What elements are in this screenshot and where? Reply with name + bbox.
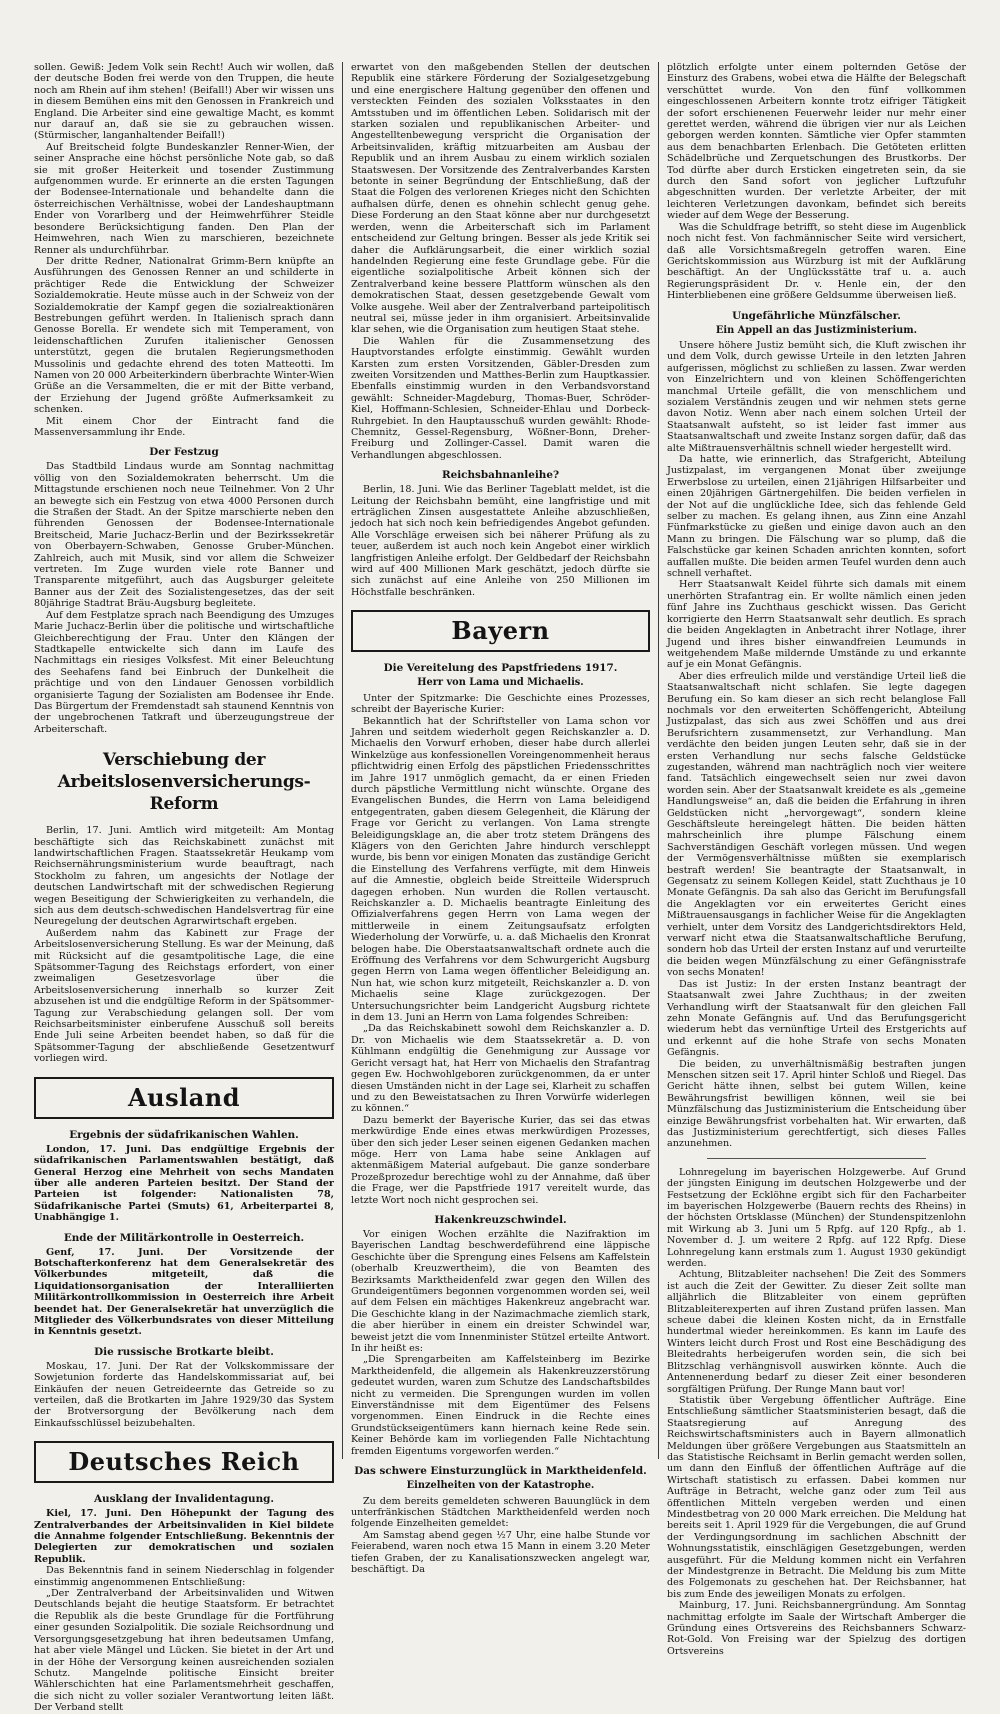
article-text: Am Samstag abend gegen ½7 Uhr, eine halbe Stunde vor Feierabend, waren noch etwa 15 Mann in einem 3.20 Meter tiefen Graben, der zu Kanalisationszwecken angelegt war, beschäftigt. Da xyxy=(351,1529,650,1575)
article-text: Berlin, 17. Juni. Amtlich wird mitgeteilt: Am Montag beschäftigte sich das Reichskabinett zunächst mit landwirtschaftlichen Fragen. Staatssekretär Heukamp vom Reichsernährungsministerium wurde beauftragt, nach Stockholm zu fahren, um angesichts der Notlage der deutschen Landwirtschaft mit der schwedischen Regierung wegen Beseitigung der Schwierigkeiten zu verhandeln, die sich aus dem deutsch-schwedischen Handelsvertrag für eine Neuregelung der deutschen Agrarwirtschaft ergeben. xyxy=(34,825,334,928)
section-heading: Die Vereitelung des Papstfriedens 1917. xyxy=(383,662,618,675)
article-text: Was die Schuldfrage betrifft, so steht diese im Augenblick noch nicht fest. Von fachmännischer Seite wird versichert, daß alle Vorsichtsmaßregeln getroffen waren. Eine Gerichtskommission aus Würzburg ist mit der Aufklärung beschäftigt. An der Unglücksstätte traf u. a. auch Regierungspräsident Dr. v. Henle ein, der den Hinterbliebenen eine größere Geldsumme überweisen ließ. xyxy=(667,221,966,302)
article-text: Dazu bemerkt der Bayerische Kurier, das sei das etwas merkwürdige Ende eines etwas merkwürdigen Prozesses, über den sich jeder Leser seinen eigenen Gedanken machen möge. Herr von Lama habe seine Anklagen auf aktenmäßigem Material aufgebaut. Die ganze sonderbare Prozeßprozedur berechtige wohl zu der Annahme, daß über die Frage, wer die Papstfriede 1917 vereitelt wurde, das letzte Wort noch nicht gesprochen sei. xyxy=(351,1114,650,1206)
section-heading: Der Festzug xyxy=(149,446,219,459)
divider xyxy=(707,1158,926,1159)
section-title: Deutsches Reich xyxy=(68,1447,300,1477)
section-subheading: Herr von Lama und Michaelis. xyxy=(417,677,584,689)
section-heading: Das schwere Einsturzunglück in Marktheidenfeld. xyxy=(354,1465,647,1478)
article-text: Außerdem nahm das Kabinett zur Frage der Arbeitslosenversicherung Stellung. Es war der Meinung, daß mit Rücksicht auf die gesamtpolitische Lage, die eine Spätsommer-Tagung des Reichstags erfordert, von einer zweimaligen Gesetzesvorlage über die Arbeitslosenversicherung innerhalb so kurzer Zeit abzusehen ist und die endgültige Reform in der Spätsommer-Tagung zur Verabschiedung gelangen soll. Der vom Reichsarbeitsminister einberufene Ausschuß soll bereits Ende Juli seine Arbeiten beendet haben, so daß für die Spätsommer-Tagung der abschließende Gesetzentwurf vorliegen wird. xyxy=(34,927,334,1065)
section-heading: Ausklang der Invalidentagung. xyxy=(93,1493,275,1506)
article-text: Unter der Spitzmarke: Die Geschichte eines Prozesses, schreibt der Bayerische Kurier: xyxy=(351,692,650,716)
article-text: Auf dem Festplatze sprach nach Beendigung des Umzuges Marie Juchacz-Berlin über die politische und wirtschaftliche Gleichberechtigung der Frau. Unter den Klängen der Stadtkapelle entwickelte sich dann im Laufe des Nachmittags ein riesiges Volksfest. Mit einer Beleuchtung des Seehafens fand bei Einbruch der Dunkelheit die prächtige und von den Lindauer Genossen vorbildlich organisierte Tagung der Sozialisten am Bodensee ihr Ende. Das Bürgertum der Fremdenstadt sah staunend Kenntnis von der ungebrochenen Tatkraft und überzeugungstreue der Arbeiterschaft. xyxy=(34,609,334,735)
section-heading: Die russische Brotkarte bleibt. xyxy=(94,1345,274,1358)
article-text: Berlin, 18. Juni. Wie das Berliner Tageblatt meldet, ist die Leitung der Reichsbahn bemüht, eine langfristige und mit erträglichen Zinsen ausgestattete Anleihe abzuschließen, jedoch hat sich noch kein befriedigendes Angebot gefunden. Alle Vorschläge erweisen sich bei näherer Prüfung als zu teuer, außerdem ist auch noch kein Angebot einer wirklich langfristigen Anleihe erfolgt. Der Geldbedarf der Reichsbahn wird auf 400 Millionen Mark geschätzt, jedoch dürfte sie sich zunächst auf eine Anleihe von 250 Millionen im Höchstfalle beschränken. xyxy=(351,484,650,598)
article-text: Das Stadtbild Lindaus wurde am Sonntag nachmittag völlig von den Sozialdemokraten beherrscht. Um die Mittagstunde erschienen noch neue Teilnehmer. Von 2 Uhr an bewegte sich ein Festzug von etwa 4000 Personen durch die Straßen der Stadt. An der Spitze marschierte neben den führenden Genossen der Bodensee-Internationale Breitscheid, Marie Juchacz-Berlin und der Bezirkssekretär von Oberbayern-Schwaben, Genosse Gruber-München. Zahlreich, auch mit Musik, sind vor allem die Schweizer vertreten. Im Zuge wurden viele rote Banner und Transparente mitgeführt, auch das Augsburger geleitete Banner aus der Zeit des Sozialistengesetzes, das der seit 80jährige Stadtrat Bräu-Augsburg begleitete. xyxy=(34,461,334,610)
article-text: erwartet von den maßgebenden Stellen der deutschen Republik eine stärkere Förderung der Sozialgesetzgebung und eine energischere Haltung gegenüber den offenen und versteckten Feinden des sozialen Volksstaates in den Amtsstuben und im öffentlichen Leben. Solidarisch mit der starken sozialen und republikanischen Arbeiter- und Angestelltenbewegung verspricht die Organisation der Arbeitsinvaliden, kräftig mitzuarbeiten am Ausbau der Republik und an ihrem Ausbau zu einem wirklich sozialen Staatswesen. Der Vorsitzende des Zentralverbandes Karsten betonte in seiner Begründung der Entschließung, daß der Staat die Folgen des verlorenen Krieges nicht den Schichten aufhalsen dürfe, denen es ohnehin schlecht genug gehe. Diese Forderung an den Staat könne aber nur durchgesetzt werden, wenn die Arbeiterschaft sich im Parlament entscheidend zur Geltung bringen. Besser als jede Kritik sei daher die Aufklärungsarbeit, die einer wirklich sozial handelnden Regierung eine feste Grundlage gebe. Für die eigentliche sozialpolitische Arbeit können sich der Zentralverband keine bessere Plattform wünschen als den demokratischen Staat, dessen gesetzgebende Gewalt vom Volke ausgehe. Weil aber der Zentralverband parteipolitisch neutral sei, müsse jeder in ihm organisiert. Arbeitsinvalide klar sehen, wie die Organisation zum heutigen Staat stehe. xyxy=(351,62,650,336)
article-text: Unsere höhere Justiz bemüht sich, die Kluft zwischen ihr und dem Volk, durch gewisse Urteile in den letzten Jahren aufgerissen, möglichst zu schließen zu lassen. Zwar werden von Einzelrichtern und von kleinen Schöffengerichten manchmal Urteile gefällt, die von menschlichem und sozialem Verständnis zeugen und wir nehmen stets gerne davon Notiz. Wenn aber nach einem solchen Urteil der Staatsanwalt aufsteht, so ist leider fast immer aus Staatsanwaltschaft und zweite Instanz sorgen dafür, daß das alte Mißtrauensverhältnis schnell wieder hergestellt wird. xyxy=(667,339,966,454)
section-subheading: Ein Appell an das Justizministerium. xyxy=(715,324,918,336)
column-2 xyxy=(342,62,658,1575)
article-text: Bekanntlich hat der Schriftsteller von Lama schon vor Jahren und seitdem wiederholt gegen Reichskanzler a. D. Michaelis den Vorwurf erhoben, dieser habe durch allerlei Winkelzüge aus konfessionellen Voreingenommenheit heraus pflichtwidrig einen Erfolg des päpstlichen Friedensschrittes im Jahre 1917 unmöglich gemacht, da er einen Frieden durch päpstliche Vermittlung nicht wünschte. Organe des Evangelischen Bundes, die Herrn von Lama beleidigend entgegentraten, gaben diesem Gelegenheit, die Klärung der Frage vor Gericht zu verlangen. Von Lama strengte Beleidigungsklage an, die aber trotz stetem Drängens des Klägers von den Gerichten Jahre hindurch verschleppt wurde, bis benn vor einigen Monaten das zuständige Gericht die Einstellung des Verfahrens verfügte, mit dem Hinweis auf die Amnestie, obgleich beide Streitteile Widerspruch dagegen erhoben. Nun wurden die Rollen vertauscht. Reichskanzler a. D. Michaelis beantragte Einleitung des Offizialverfahrens gegen Herrn von Lama wegen der mittlerweile in einem Zeitungsaufsatz erfolgten Wiederholung der Vorwürfe, u. a. daß Michaelis den Kronrat belogen habe. Die Oberstaatsanwaltschaft ordnete auch die Eröffnung des Verfahrens vor dem Schwurgericht Augsburg gegen Herrn von Lama wegen öffentlicher Beleidigung an. Nun hat, wie schon kurz mitgeteilt, Reichskanzler a. D. von Michaelis seine Klage zurückgezogen. Der Untersuchungsrichter beim Landgericht Augsburg richtete in dem 13. Juni an Herrn von Lama folgendes Schreiben: xyxy=(351,715,650,1024)
article-text: Statistik über Vergebung öffentlicher Aufträge. Eine Entschließung sämtlicher Staatsministerien besagt, daß die Staatsregierung auf Anregung des Reichswirtschaftsministers auch in Bayern allmonatlich Meldungen über größere Vergebungen aus Staatsmitteln an das Statistische Reichsamt in Berlin gemacht werden sollen, um dann den Einfluß der öffentlichen Aufträge auf die Wirtschaft statistisch zu erfassen. Dabei kommen nur Aufträge in Betracht, welche ganz oder zum Teil aus öffentlichen Mitteln vergeben werden und einen Mindestbetrag von 20 000 Mark erreichen. Die Meldung hat bereits seit 1. April 1929 für die Vergebungen, die auf Grund der Verdingungsordnung im sachlichen Abschnitt der Wohnungsstatistik, einschlägigen Gesetzgebungen, werden ausgeführt. Für die Meldung kommen nicht ein Verfahren der Mindestgrenze in Betracht. Die Meldung bis zum Mitte des Folgemonats zu geschehen hat. Der Reichsbanner, hat bis zum Ende des jeweiligen Monats zu erfolgen. xyxy=(667,1394,966,1600)
article-text: Mit einem Chor der Eintracht fand die Massenversammlung ihr Ende. xyxy=(34,415,334,438)
article-text: „Da das Reichskabinett sowohl dem Reichskanzler a. D. Dr. von Michaelis wie dem Staatssekretär a. D. von Kühlmann endgültig die Genehmigung zur Aussage vor Gericht versagt hat, hat Herr von Michaelis den Strafantrag gegen Ew. Hochwohlgeboren zurückgenommen, da er unter diesen Umständen nicht in der Lage sei, Klarheit zu schaffen und zu den Beweistatsachen zu Ihren Vorwürfe widerlegen zu können.“ xyxy=(351,1023,650,1115)
article-text: „Die Sprengarbeiten am Kaffelsteinberg im Bezirke Marktheidenfeld, die allgemein als Hakenkreuzzerstörung gedeutet wurden, waren zum Schutze des Landschaftsbildes nicht zu vermeiden. Die Sprengungen wurden im vollen Einverständnisse mit dem Eigentümer des Felsens vorgenommen. Einen Eindruck in die Rechte eines Grundstückseigentümers kann hiernach keine Rede sein. Keiner Behörde kam im vorliegenden Falle Nichtachtung fremden Eigentums vorgeworfen werden.“ xyxy=(351,1354,650,1457)
section-title: Bayern xyxy=(451,616,550,646)
article-text: Auf Breitscheid folgte Bundeskanzler Renner-Wien, der seiner Ansprache eine höchst persönliche Note gab, so daß sie mit großer Heiterkeit und tosender Zustimmung aufgenommen wurde. Er erinnerte an die ersten Tagungen der Bodensee-Internationale und behandelte dann die österreichischen Verhältnisse, wobei der Landeshauptmann Ender von Vorarlberg und der Heimwehrführer Steidle besondere Berücksichtigung fanden. Den Plan der Heimwehren, nach Wien zu marschieren, bezeichnete Renner als undurchführbar. xyxy=(34,141,334,256)
section-heading: Hakenkreuzschwindel. xyxy=(434,1213,567,1226)
section-heading: Ende der Militärkontrolle in Oesterreich. xyxy=(63,1231,305,1244)
column-1 xyxy=(26,62,342,1714)
section-box-heading xyxy=(351,610,650,652)
article-text: Moskau, 17. Juni. Der Rat der Volkskommissare der Sowjetunion forderte das Handelskommissariat auf, bei Einkäufen der neuen Getreideernte das Getreide so zu verteilen, daß die Brotkarten im Jahre 1929/30 das System der Brotversorgung der Bevölkerung nach dem Einkaufsschlüssel beizubehalten. xyxy=(34,1360,334,1429)
article-text: Lohnregelung im bayerischen Holzgewerbe. Auf Grund der jüngsten Einigung im deutschen Holzgewerbe und der Festsetzung der Ecklöhne ergibt sich für den Facharbeiter im bayerischen Holzgewerbe (Bauern rechts des Rheins) in der höchsten Ortsklasse (München) der Stundenspitzenlohn mit Wirkung ab 3. Juni um 5 Rpfg. auf 120 Rpfg., ab 1. November d. J. um weitere 2 Rpfg. auf 122 Rpfg. Diese Lohnregelung kann erstmals zum 1. August 1930 gekündigt werden. xyxy=(667,1166,966,1270)
section-box-heading xyxy=(34,1077,334,1119)
column-3 xyxy=(658,62,974,1657)
article-text: Zu dem bereits gemeldeten schweren Bauunglück in dem unterfränkischen Städtchen Marktheidenfeld werden noch folgende Einzelheiten gemeldet: xyxy=(351,1495,650,1530)
article-text: Der dritte Redner, Nationalrat Grimm-Bern knüpfte an Ausführungen des Genossen Renner an und schilderte in prächtiger Rede die Entwicklung der Schweizer Sozialdemokratie. Heute müsse auch in der Schweiz von der Sozialdemokratie der Kampf gegen die sozialreaktionären Bestrebungen geführt werden. In Italienisch sprach dann Genosse Borella. Er wendete sich mit Temperament, von leidenschaftlichen Zurufen italienischer Genossen unterstützt, gegen die brutalen Regierungsmethoden Mussolinis und gedachte ehrend des toten Matteotti. Im Namen von 20 000 Arbeiterkindern überbrachte Winter-Wien Grüße an die Versammelten, die er mit der Bitte verband, der Erziehung der Jugend größte Aufmerksamkeit zu schenken. xyxy=(34,255,334,416)
article-text: plötzlich erfolgte unter einem polternden Getöse der Einsturz des Grabens, wobei etwa die Hälfte der Belegschaft verschüttet wurde. Von den fünf vollkommen eingeschlossenen Arbeitern konnte trotz eifriger Tätigkeit der sofort erschienenen Feuerwehr leider nur mehr einer gerettet werden, während die übrigen vier nur als Leichen geborgen werden konnten. Sämtliche vier Opfer stammten aus dem benachbarten Erlenbach. Die Getöteten erlitten Schädelbrüche und Zerquetschungen des Brustkorbs. Der Tod dürfte aber durch Ersticken eingetreten sein, da sie durch den Sand sofort von jeglicher Luftzufuhr abgeschnitten wurden. Der verletzte Arbeiter, der mit leichteren Verletzungen davonkam, befindet sich bereits wieder auf dem Wege der Besserung. xyxy=(667,62,966,222)
section-title: Ausland xyxy=(128,1082,240,1112)
article-text: Die beiden, zu unverhältnismäßig bestraften jungen Menschen sitzen seit 17. April hinter Schloß und Riegel. Das Gericht hätte ihnen, selbst bei gutem Willen, keine Bewährungsfrist bewilligen können, weil sie bei Münzfälschung das Justizministerium die Entscheidung über einzige Bewährungsfrist vorbehalten hat. Wir erwarten, daß das Justizministerium gerechtfertigt, sich dieses Falles anzunehmen. xyxy=(667,1058,966,1150)
article-text: Aber dies erfreulich milde und verständige Urteil ließ die Staatsanwaltschaft nicht schlafen. Sie legte dagegen Berufung ein. So kam dieser an sich recht belanglose Fall nochmals vor den erweiterten Schöffengericht, Abteilung Justizpalast, das sich aus zwei Schöffen und aus drei Berufsrichtern zusammensetzt, zur Verhandlung. Man verdächte den beiden jungen Leuten sehr, daß sie in der ersten Verhandlung nur sechs falsche Geldstücke zugestanden, während man nachträglich noch vier weitere fand. Tatsächlich eingewechselt seien nur zwei davon worden sein. Aber der Staatsanwalt kreidete es als „gemeine Handlungsweise“ an, daß die beiden die Erfahrung in ihren Geldstücken nicht „hervorgewagt“, sondern kleine Geschäftsleute hereingelegt hätten. Die beiden hätten mahrscheinlich ihre plumpe Fälschung einem Sachverständigen Geschäft vorlegen müssen. Und wegen der Vermögensverhältnisse müßten sie exemplarisch bestraft werden! Sie beantragte der Staatsanwalt, in Gegensatz zu seinem Kollegen Keidel, statt Zuchthaus je 10 Monate Gefängnis. Da sah also das Gericht im Berufungsfall die Angeklagten vor ein erweitertes Gericht eines Mißtrauensausgangs in fachlicher Weise für die Angeklagten verhielt, unter dem Vorsitz des Landgerichtsdirektors Held, verwarf nicht etwa die Staatsanwaltschaftliche Berufung, sondern hob das Urteil der ersten Instanz auf und verurteilte die beiden wegen Münzfälschung zu einer Gefängnisstrafe von sechs Monaten! xyxy=(667,670,966,979)
article-text: London, 17. Juni. Das endgültige Ergebnis der südafrikanischen Parlamentswahlen bestätigt, daß General Herzog eine Mehrheit von sechs Mandaten über alle anderen Parteien besitzt. Der Stand der Parteien ist folgender: Nationalisten 78, Südafrikanische Partei (Smuts) 61, Arbeiterpartei 8, Unabhängige 1. xyxy=(34,1143,334,1224)
section-heading: Ungefährliche Münzfälscher. xyxy=(732,309,901,322)
article-text: Achtung, Blitzableiter nachsehen! Die Zeit des Sommers ist auch die Zeit der Gewitter. Zu dieser Zeit sollte man alljährlich die Blitzableiter von einem geprüften Blitzableiterexperten auf ihren Zustand prüfen lassen. Man scheue dabei die kleinen Kosten nicht, da in Ernstfalle hundertmal wieder hereinkommen. Es kann im Laufe des Winters leicht durch Frost und Rost eine Beschädigung des Bleitedrahts herbeigerufen worden sein, die sich bei Blitzschlag verhängnisvoll auswirken könnte. Auch die Antennenerdung bedarf zu dieser Zeit einer besonderen sorgfältigen Prüfung. Der Runge Mann baut vor! xyxy=(667,1269,966,1395)
article-text: Da hatte, wie erinnerlich, das Strafgericht, Abteilung Justizpalast, im vergangenen Monat über zweijunge Erwerbslose zu urteilen, einen 21jährigen Hilfsarbeiter und einen 20jährigen Gärtnergehilfen. Die beiden verfielen in der Not auf die unglückliche Idee, sich das fehlende Geld selber zu machen. Es gelang ihnen, aus Zinn eine Anzahl Fünfmarkstücke zu gießen und einige davon auch an den Mann zu bringen. Die Fälschung war so plump, daß die Falschstücke gar keinen Schaden anrichten konnten, sofort auffallen mußte. Die beiden armen Teufel wurden denn auch schnell verhaftet. xyxy=(667,454,966,580)
article-text: „Der Zentralverband der Arbeitsinvaliden und Witwen Deutschlands bejaht die heutige Staatsform. Er betrachtet die Republik als die beste Grundlage für die Fortführung einer gesunden Sozialpolitik. Die soziale Reichsordnung und Versorgungsgesetzgebung hat ihren bedeutsamen Umfang, hat aber viele Mängel und Lücken. Sie bietet in der Art und in der Höhe der Versorgung keinen ausreichenden sozialen Schutz. Mangelnde politische Einsicht breiter Wählerschichten hat eine Parlamentsmehrheit geschaffen, die sich nicht zu voller sozialer Verantwortung leiten läßt. Der Verband stellt xyxy=(34,1588,334,1714)
article-text: Die Wahlen für die Zusammensetzung des Hauptvorstandes erfolgte einstimmig. Gewählt wurden Karsten zum ersten Vorsitzenden, Gäbler-Dresden zum zweiten Vorsitzenden und Matthes-Berlin zum Hauptkassier. Ebenfalls einstimmig wurden in den Verbandsvorstand gewählt: Schneider-Magdeburg, Thomas-Buer, Schröder-Kiel, Hoffmann-Schlesien, Schneider-Ehlau und Dorbeck-Ruhrgebiet. In den Hauptausschuß wurden gewählt: Rhode-Chemnitz, Gessel-Regensburg, Wößner-Bonn, Dreher-Freiburg und Zollinger-Cassel. Damit waren die Verhandlungen abgeschlossen. xyxy=(351,335,650,461)
article-text: sollen. Gewiß: Jedem Volk sein Recht! Auch wir wollen, daß der deutsche Boden frei werde von den Truppen, die heute noch am Rhein auf ihm stehen! (Beifall!) Aber wir wissen uns in diesem Bemühen eins mit den Genossen in Frankreich und England. Die Arbeiter sind eine gewaltige Macht, es kommt nur darauf an, daß sie sie zu gebrauchen wissen. (Stürmischer, langanhaltender Beifall!) xyxy=(34,62,334,142)
article-text: Genf, 17. Juni. Der Vorsitzende der Botschafterkonferenz hat dem Generalsekretär des Völkerbundes mitgeteilt, daß die Liquidationsorganisation der Interalliierten Militärkontrollkommission in Oesterreich ihre Arbeit beendet hat. Der Generalsekretär hat unverzüglich die Mitglieder des Völkerbundsrates von dieser Mitteilung in Kenntnis gesetzt. xyxy=(34,1246,334,1338)
article-text: Kiel, 17. Juni. Den Höhepunkt der Tagung des Zentralverbandes der Arbeitsinvaliden in Kiel bildete die Annahme folgender Entschließung. Bekenntnis der Delegierten zur demokratischen und sozialen Republik. xyxy=(34,1508,334,1565)
section-heading: Reichsbahnanleihe? xyxy=(441,469,560,482)
article-text: Das Bekenntnis fand in seinem Niederschlag in folgender einstimmig angenommenen Entschließung: xyxy=(34,1565,334,1588)
article-text: Vor einigen Wochen erzählte die Nazifraktion im Bayerischen Landtag beschwerdeführend eine läppische Geschichte über die Sprengung eines Felsens am Kaffelstein (oberhalb Kreuzwertheim), die von Beamten des Bezirksamts Marktheidenfeld zwar gegen den Willen des Grundeigentümers begonnen vorgenommen worden sei, weil auf dem Felsen ein mächtiges Hakenkreuz angebracht war. Die Geschichte klang in der Nazimachmache ziemlich stark, die aber hierüber in einem ein dreister Schwindel war, beweist jetzt die vom Innenminister Stützel erteilte Antwort. In ihr heißt es: xyxy=(351,1228,650,1355)
article-text: Mainburg, 17. Juni. Reichsbannergründung. Am Sonntag nachmittag erfolgte im Saale der Wirtschaft Amberger die Gründung eines Ortsvereins des Reichsbanners Schwarz-Rot-Gold. Von Freising war der Spielzug des dortigen Ortsvereins xyxy=(667,1600,966,1657)
section-heading: Ergebnis der südafrikanischen Wahlen. xyxy=(69,1128,299,1141)
section-box-heading xyxy=(34,1441,334,1483)
article-headline: Verschiebung der Arbeitslosenversicherungs-Reform xyxy=(57,750,311,815)
section-subheading: Einzelheiten von der Katastrophe. xyxy=(406,1480,595,1492)
article-text: Herr Staatsanwalt Keidel führte sich damals mit einem unerhörten Strafantrag ein. Er wollte nämlich einen jeden fünf Jahre ins Zuchthaus geschickt wissen. Das Gericht korrigierte den Herrn Staatsanwalt sehr deutlich. Es sprach die beiden Angeklagten in Anbetracht ihrer Notlage, ihrer Jugend und ihres bisher einwandfreien Leumunds in weitgehendem Maße mildernde Umstände zu und erkannte auf je ein Monat Gefängnis. xyxy=(667,579,966,671)
article-text: Das ist Justiz: In der ersten Instanz beantragt der Staatsanwalt zwei Jahre Zuchthaus; in der zweiten Verhandlung wirft der Staatsanwalt für den gleichen Fall zehn Monate Gefängnis auf. Und das Berufungsgericht wiederum hebt das vernünftige Urteil des Erstgerichts auf und erkennt auf die hohe Strafe von sechs Monaten Gefängnis. xyxy=(667,978,966,1059)
